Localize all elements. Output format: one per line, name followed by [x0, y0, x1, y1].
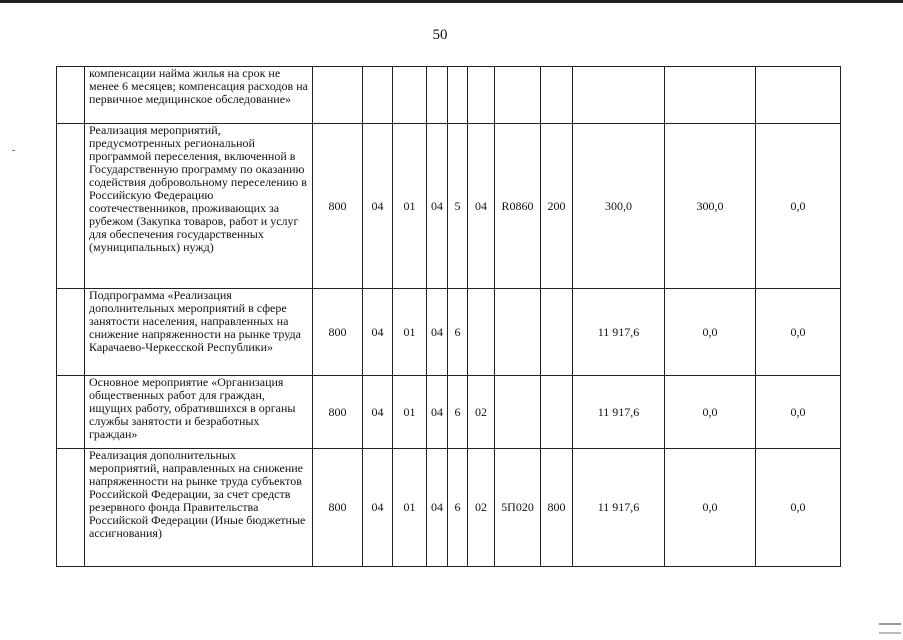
- code-cell: 800: [313, 124, 363, 289]
- code-cell: 01: [393, 289, 427, 376]
- code-cell: 6: [448, 449, 468, 567]
- code-cell: [393, 67, 427, 124]
- amount-cell: [665, 67, 756, 124]
- table-row: [57, 376, 841, 449]
- code-cell: [541, 67, 573, 124]
- code-cell: [468, 67, 495, 124]
- amount-cell: 0,0: [665, 376, 756, 449]
- code-cell: 04: [427, 124, 448, 289]
- scan-speck: [12, 150, 15, 151]
- code-cell: 04: [363, 124, 393, 289]
- code-cell: 04: [427, 376, 448, 449]
- code-cell: 6: [448, 376, 468, 449]
- row-name: Реализация мероприятий, предусмотренных региональной программой переселения, включенной в Государственную программу по оказанию содействия добровольному переселению в Российскую Федерацию соотечественников, проживающих за рубежом (Закупка товаров, работ и услуг для обеспечения государственных (муниципальных) нужд): [85, 124, 313, 289]
- code-cell: [313, 67, 363, 124]
- amount-cell: 11 917,6: [573, 449, 665, 567]
- code-cell: 04: [427, 449, 448, 567]
- row-name: компенсации найма жилья на срок не менее 6 месяцев; компенсация расходов на первичное медицинское обследование»: [85, 67, 313, 124]
- code-cell: 02: [468, 376, 495, 449]
- code-cell: 200: [541, 124, 573, 289]
- code-cell: 800: [313, 289, 363, 376]
- code-cell: 04: [363, 289, 393, 376]
- code-cell: 04: [363, 449, 393, 567]
- code-cell: [468, 289, 495, 376]
- amount-cell: 300,0: [573, 124, 665, 289]
- code-cell: [448, 67, 468, 124]
- page-number: 50: [432, 27, 448, 43]
- amount-cell: 11 917,6: [573, 289, 665, 376]
- amount-cell: 300,0: [665, 124, 756, 289]
- row-name: Реализация дополнительных мероприятий, направленных на снижение напряженности на рынке труда субъектов Российской Федерации, за счет средств резервного фонда Правительства Российской Федерации (Иные бюджетные ассигнования): [85, 449, 313, 567]
- code-cell: 04: [363, 376, 393, 449]
- amount-cell: 11 917,6: [573, 376, 665, 449]
- table-row: [57, 449, 841, 567]
- code-cell: 01: [393, 449, 427, 567]
- code-cell: 01: [393, 376, 427, 449]
- amount-cell: 0,0: [665, 289, 756, 376]
- code-cell: 02: [468, 449, 495, 567]
- code-cell: [541, 289, 573, 376]
- code-cell: 800: [541, 449, 573, 567]
- amount-cell: [756, 67, 841, 124]
- blank-cell: [57, 289, 85, 376]
- code-cell: 01: [393, 124, 427, 289]
- code-cell: [363, 67, 393, 124]
- top-rule: [0, 0, 903, 3]
- code-cell: 5П020: [495, 449, 541, 567]
- row-name: Основное мероприятие «Организация общественных работ для граждан, ищущих работу, обратившихся в органы службы занятости и безработных граждан»: [85, 376, 313, 449]
- amount-cell: 0,0: [756, 124, 841, 289]
- code-cell: 6: [448, 289, 468, 376]
- blank-cell: [57, 124, 85, 289]
- code-cell: 04: [468, 124, 495, 289]
- code-cell: [427, 67, 448, 124]
- amount-cell: 0,0: [665, 449, 756, 567]
- code-cell: 5: [448, 124, 468, 289]
- table-row: [57, 67, 841, 124]
- blank-cell: [57, 376, 85, 449]
- scan-mark: [879, 623, 901, 634]
- code-cell: 800: [313, 449, 363, 567]
- amount-cell: 0,0: [756, 449, 841, 567]
- row-name: Подпрограмма «Реализация дополнительных мероприятий в сфере занятости населения, направленных на снижение напряженности на рынке труда Карачаево-Черкесской Республики»: [85, 289, 313, 376]
- table-row: [57, 289, 841, 376]
- code-cell: [495, 67, 541, 124]
- code-cell: [495, 289, 541, 376]
- table-row: [57, 124, 841, 289]
- blank-cell: [57, 449, 85, 567]
- code-cell: [541, 376, 573, 449]
- table-body: [57, 67, 841, 567]
- blank-cell: [57, 67, 85, 124]
- amount-cell: 0,0: [756, 289, 841, 376]
- code-cell: R0860: [495, 124, 541, 289]
- amount-cell: [573, 67, 665, 124]
- amount-cell: 0,0: [756, 376, 841, 449]
- budget-table: [56, 66, 841, 567]
- code-cell: 800: [313, 376, 363, 449]
- code-cell: [495, 376, 541, 449]
- code-cell: 04: [427, 289, 448, 376]
